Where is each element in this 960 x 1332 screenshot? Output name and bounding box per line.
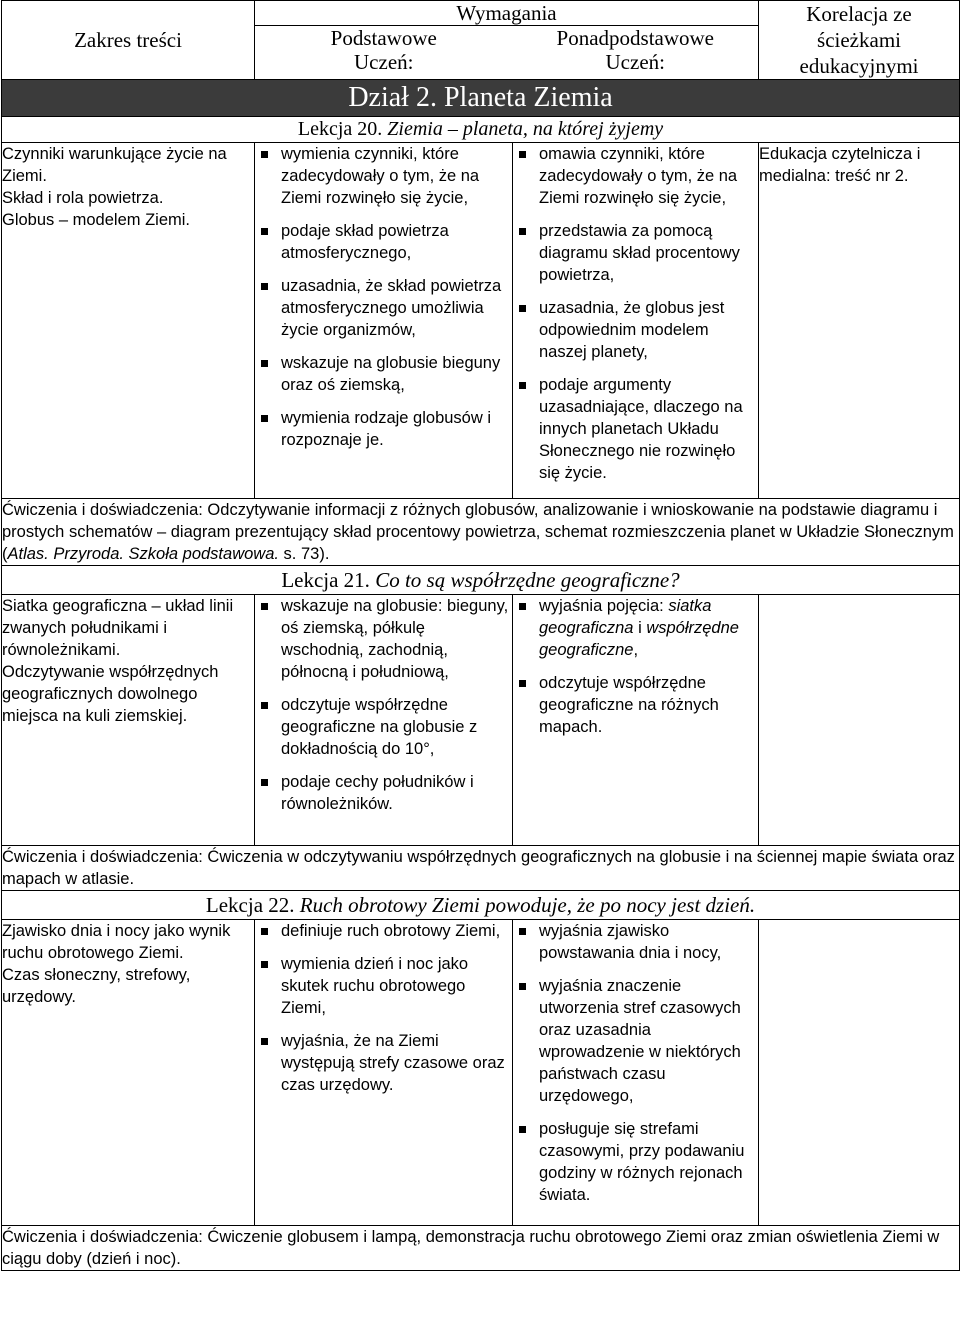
section-title: Dział 2. Planeta Ziemia xyxy=(2,80,960,117)
list-item: wymienia czynniki, które zadecydowały o tym, że na Ziemi rozwinęło się życie, xyxy=(255,143,512,209)
list-item: wyjaśnia zjawisko powstawania dnia i nocy, xyxy=(513,920,758,964)
lesson-20-correlation-text: Edukacja czytelnicza i medialna: treść nr 2. xyxy=(759,145,921,185)
lesson-22-topic xyxy=(2,920,255,1226)
header-requirements-label: Wymagania xyxy=(456,1,557,25)
lesson-20-advanced xyxy=(513,143,759,499)
lesson-22-basic-list xyxy=(255,920,512,1096)
lesson-21-adv-term1: siatka geograficzna xyxy=(539,597,712,637)
header-requirements xyxy=(255,1,759,26)
lesson-20-title-row xyxy=(2,117,960,143)
list-item: podaje skład powietrza atmosferycznego, xyxy=(255,220,512,264)
header-basic-title: Podstawowe xyxy=(330,26,437,50)
lesson-21-adv-mid: i xyxy=(633,619,647,637)
lesson-21-content-row xyxy=(2,595,960,846)
list-item: przedstawia za pomocą diagramu skład procentowy powietrza, xyxy=(513,220,758,286)
list-item: uzasadnia, że globus jest odpowiednim modelem naszej planety, xyxy=(513,297,758,363)
lesson-20-exercises-suffix: s. 73). xyxy=(278,545,330,563)
lesson-20-correlation xyxy=(759,143,960,499)
lesson-21-number: Lekcja 21. xyxy=(281,567,370,592)
lesson-22-topic-text: Zjawisko dnia i nocy jako wynik ruchu obrotowego Ziemi. Czas słoneczny, strefowy, urzędowy. xyxy=(2,922,231,1006)
lesson-20-exercises-source: Atlas. Przyroda. Szkoła podstawowa. xyxy=(7,545,279,563)
lesson-22-exercises xyxy=(2,1226,960,1271)
lesson-21-title-row xyxy=(2,566,960,595)
curriculum-table xyxy=(1,0,960,1271)
section-row xyxy=(2,80,960,117)
list-item: wymienia dzień i noc jako skutek ruchu obrotowego Ziemi, xyxy=(255,953,512,1019)
list-item: wymienia rodzaje globusów i rozpoznaje je. xyxy=(255,407,512,451)
list-item: odczytuje współrzędne geograficzne na różnych mapach. xyxy=(513,672,758,738)
header-advanced-sub: Uczeń: xyxy=(605,50,665,74)
list-item: wskazuje na globusie bieguny oraz oś ziemską, xyxy=(255,352,512,396)
lesson-20-basic-list xyxy=(255,143,512,451)
lesson-20-number: Lekcja 20. xyxy=(297,118,383,140)
list-item: wyjaśnia, że na Ziemi występują strefy czasowe oraz czas urzędowy. xyxy=(255,1030,512,1096)
header-row-1 xyxy=(2,1,960,26)
lesson-21-advanced xyxy=(513,595,759,846)
lesson-20-name: Ziemia – planeta, na której żyjemy xyxy=(387,118,664,140)
lesson-22-advanced xyxy=(513,920,759,1226)
list-item: odczytuje współrzędne geograficzne na globusie z dokładnością do 10°, xyxy=(255,694,512,760)
header-topic xyxy=(2,1,255,80)
lesson-20-exercises-row xyxy=(2,499,960,566)
lesson-21-name: Co to są współrzędne geograficzne? xyxy=(375,567,680,592)
lesson-21-topic xyxy=(2,595,255,846)
header-correlation xyxy=(759,1,960,80)
lesson-21-exercises-text: Ćwiczenia i doświadczenia: Ćwiczenia w odczytywaniu współrzędnych geograficznych na globusie i na ściennej mapie świata oraz mapach w atlasie. xyxy=(2,848,955,888)
lesson-22-exercises-text: Ćwiczenia i doświadczenia: Ćwiczenie globusem i lampą, demonstracja ruchu obrotowego Ziemi oraz zmian oświetlenia Ziemi w ciągu doby (dzień i noc). xyxy=(2,1228,940,1268)
lesson-22-number: Lekcja 22. xyxy=(205,892,295,917)
list-item xyxy=(513,595,758,661)
lesson-22-advanced-list xyxy=(513,920,758,1206)
header-basic xyxy=(255,26,513,80)
list-item: wskazuje na globusie: bieguny, oś ziemską, półkulę wschodnią, zachodnią, północną i południową, xyxy=(255,595,512,683)
lesson-21-adv-lead: wyjaśnia pojęcia: xyxy=(539,597,669,615)
list-item: omawia czynniki, które zadecydowały o tym, że na Ziemi rozwinęło się życie, xyxy=(513,143,758,209)
header-advanced-title: Ponadpodstawowe xyxy=(556,26,714,50)
lesson-21-advanced-list xyxy=(513,595,758,738)
header-advanced xyxy=(513,26,759,80)
lesson-21-basic xyxy=(255,595,513,846)
lesson-20-exercises xyxy=(2,499,960,566)
lesson-20-topic xyxy=(2,143,255,499)
lesson-22-name: Ruch obrotowy Ziemi powoduje, że po nocy jest dzień. xyxy=(299,892,756,917)
lesson-20-title xyxy=(2,117,960,143)
list-item: wyjaśnia znaczenie utworzenia stref czasowych oraz uzasadnia wprowadzenie w niektórych państwach czasu urzędowego, xyxy=(513,975,758,1107)
lesson-21-adv-term2: współrzędne geograficzne xyxy=(539,619,739,659)
lesson-21-exercises-row xyxy=(2,846,960,891)
lesson-22-basic xyxy=(255,920,513,1226)
lesson-22-correlation xyxy=(759,920,960,1226)
lesson-21-correlation xyxy=(759,595,960,846)
lesson-20-exercises-text: Ćwiczenia i doświadczenia: Odczytywanie informacji z różnych globusów, analizowanie i wnioskowanie na podstawie diagramu i prostych schematów – diagram prezentujący skład procentowy powietrza, schemat rozmieszczenia planet w Układzie Słonecznym ( xyxy=(2,501,954,563)
lesson-21-exercises xyxy=(2,846,960,891)
list-item: uzasadnia, że skład powietrza atmosferycznego umożliwia życie organizmów, xyxy=(255,275,512,341)
list-item: podaje cechy południków i równoleżników. xyxy=(255,771,512,815)
list-item: podaje argumenty uzasadniające, dlaczego na innych planetach Układu Słonecznego nie rozwinęło się życie. xyxy=(513,374,758,484)
lesson-20-basic xyxy=(255,143,513,499)
lesson-20-content-row xyxy=(2,143,960,499)
lesson-20-advanced-list xyxy=(513,143,758,484)
lesson-21-topic-text: Siatka geograficzna – układ linii zwanych południkami i równoleżnikami. Odczytywanie współrzędnych geograficznych dowolnego miejsca na kuli ziemskiej. xyxy=(2,597,234,725)
lesson-22-title xyxy=(2,891,960,920)
lesson-21-adv-end: , xyxy=(633,641,639,659)
header-topic-label: Zakres treści xyxy=(74,28,182,52)
lesson-21-title xyxy=(2,566,960,595)
list-item: definiuje ruch obrotowy Ziemi, xyxy=(255,920,512,942)
lesson-22-title-row xyxy=(2,891,960,920)
list-item: posługuje się strefami czasowymi, przy podawaniu godziny w różnych rejonach świata. xyxy=(513,1118,758,1206)
lesson-21-basic-list xyxy=(255,595,512,815)
header-correlation-label: Korelacja ze ścieżkami edukacyjnymi xyxy=(799,2,919,78)
lesson-22-exercises-row xyxy=(2,1226,960,1271)
lesson-20-topic-text: Czynniki warunkujące życie na Ziemi. Skład i rola powietrza. Globus – modelem Ziemi. xyxy=(2,145,227,229)
header-basic-sub: Uczeń: xyxy=(354,50,414,74)
lesson-22-content-row xyxy=(2,920,960,1226)
